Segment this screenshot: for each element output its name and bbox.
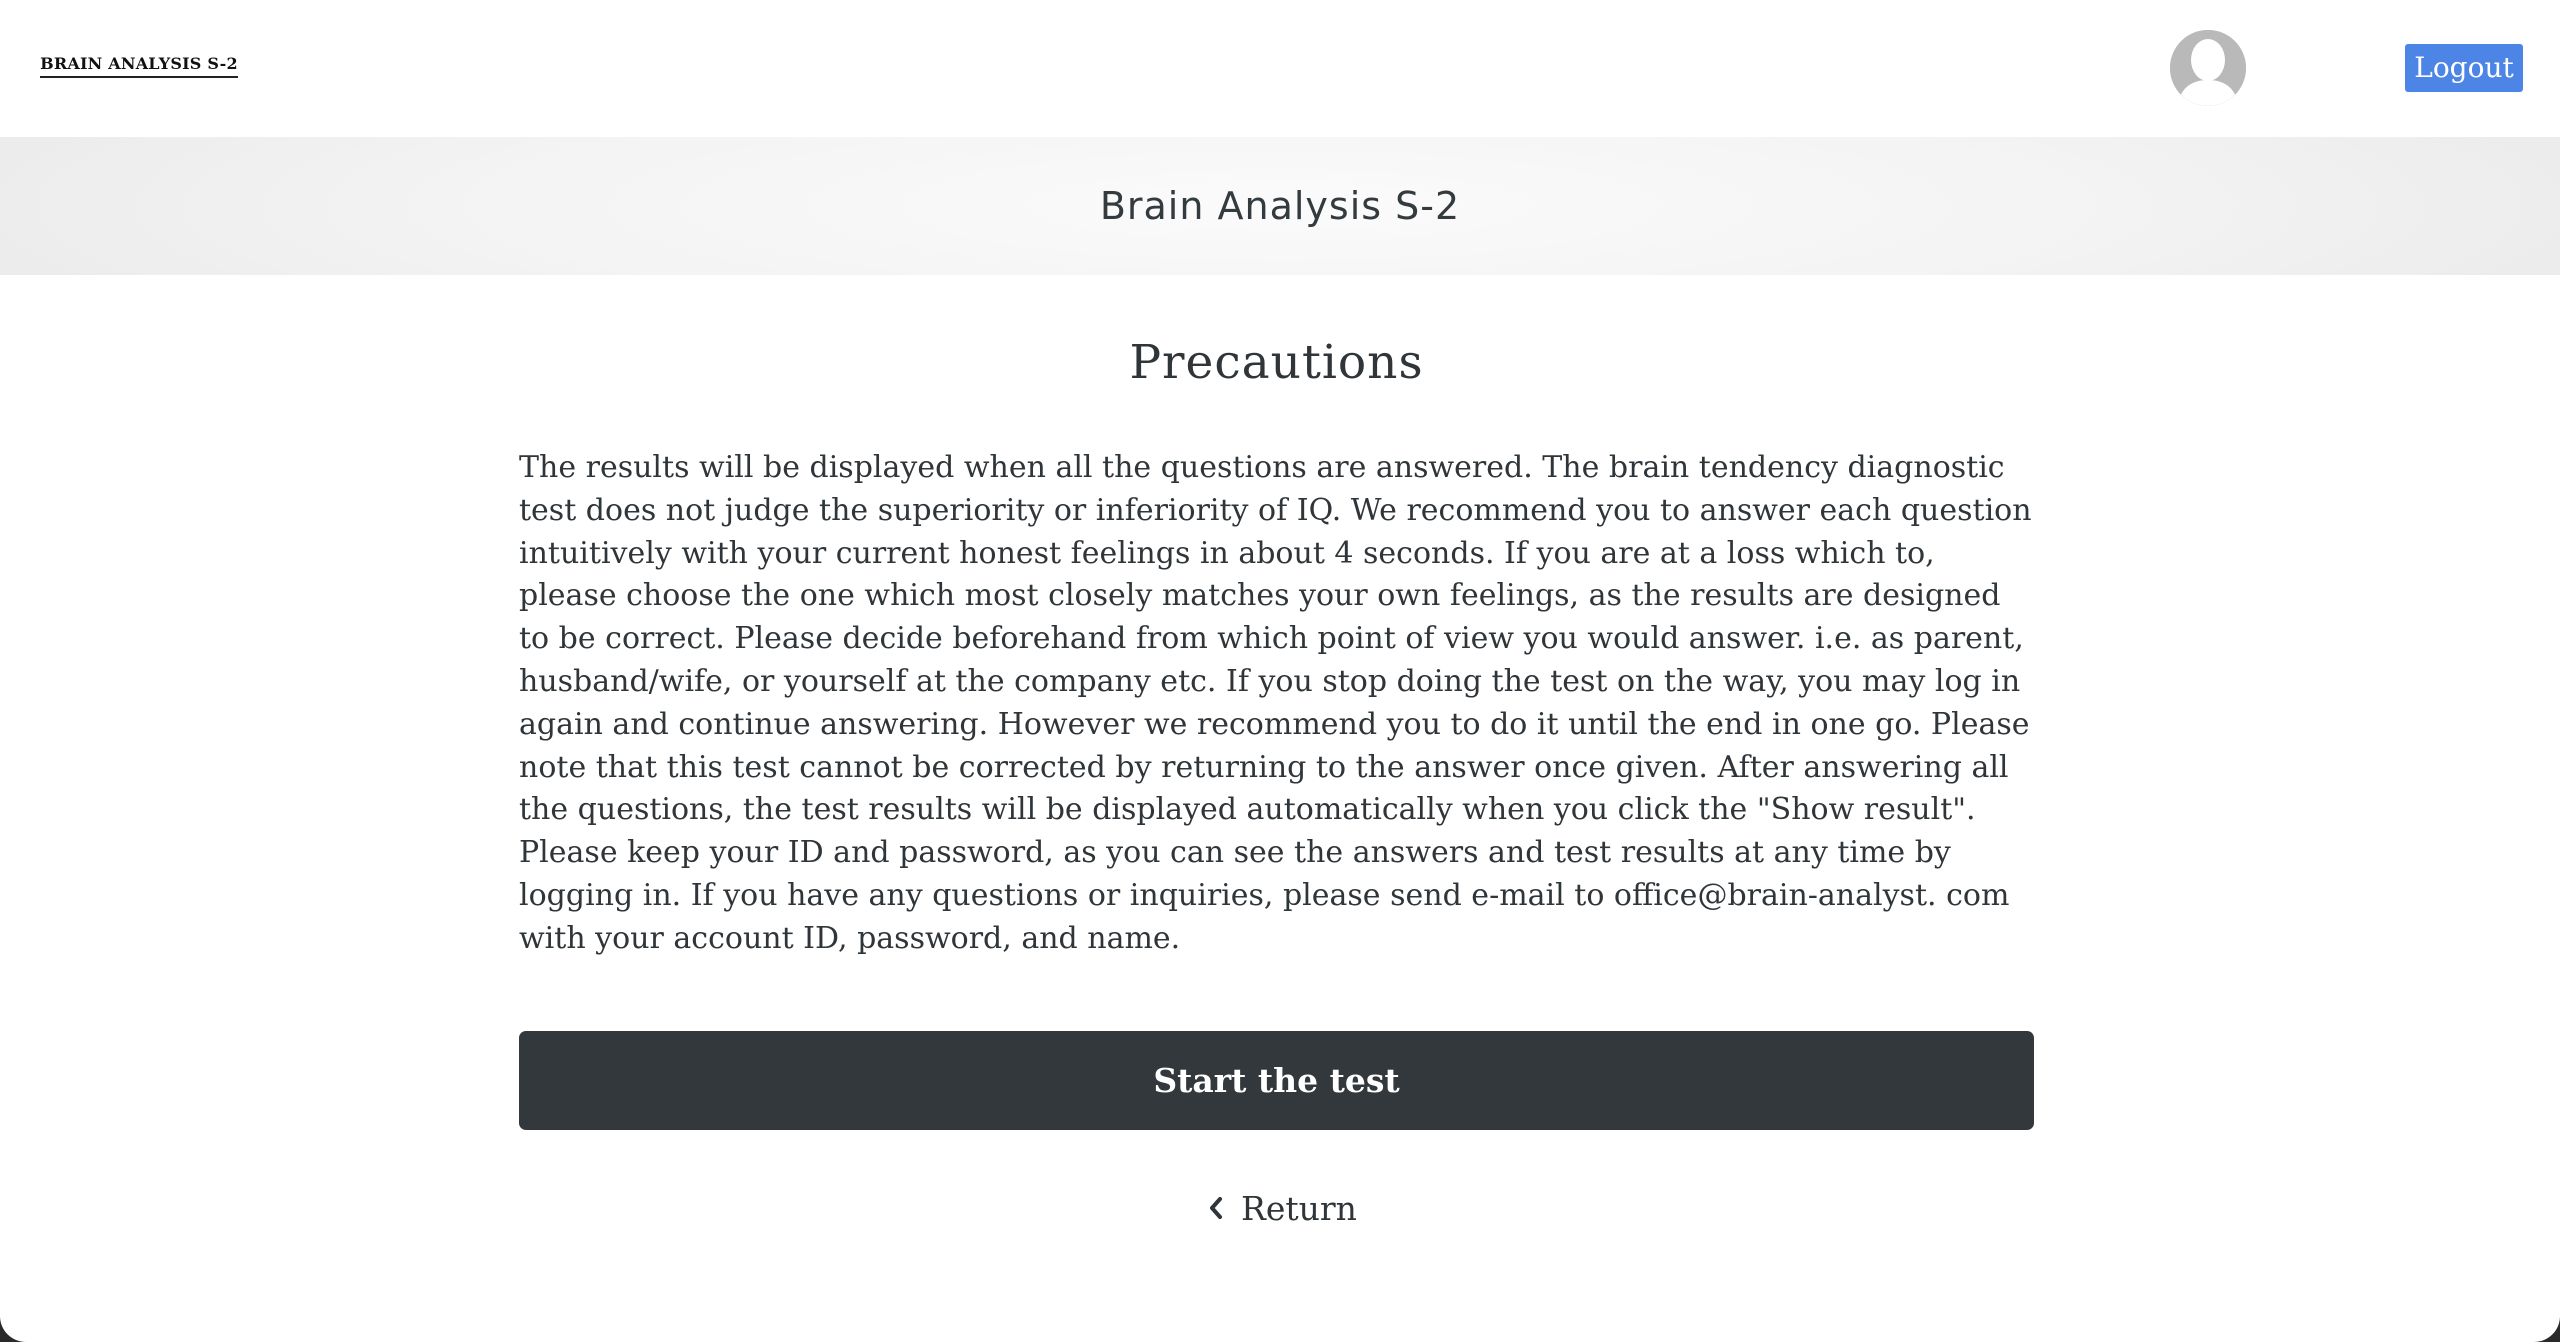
- return-link[interactable]: [1205, 1186, 1357, 1230]
- top-navbar: [0, 0, 2560, 137]
- avatar-silhouette-icon: [2170, 30, 2246, 106]
- chevron-left-icon: [1205, 1193, 1227, 1223]
- return-label: Return: [1241, 1188, 1357, 1228]
- start-test-button[interactable]: Start the test: [519, 1031, 2034, 1130]
- banner-title: Brain Analysis S-2: [1099, 184, 1461, 228]
- section-heading: Precautions: [1129, 335, 1424, 390]
- title-banner: [0, 137, 2560, 275]
- logout-button[interactable]: Logout: [2405, 44, 2523, 92]
- precautions-text: The results will be displayed when all the questions are answered. The brain tendency diagnostic test does not judge the superiority or inferiority of IQ. We recommend you to answer each question intuitively with your current honest feelings in about 4 seconds. If you are at a loss which to, please choose the one which most closely matches your own feelings, as the results are designed to be correct. Please decide beforehand from which point of view you would answer. i.e. as parent, husband/wife, or yourself at the company etc. If you stop doing the test on the way, you may log in again and continue answering. However we recommend you to do it until the end in one go. Please note that this test cannot be corrected by returning to the answer once given. After answering all the questions, the test results will be displayed automatically when you click the "Show result". Please keep your ID and password, as you can see the answers and test results at any time by logging in. If you have any questions or inquiries, please send e-mail to office@brain-analyst. com with your account ID, password, and name.: [519, 450, 2032, 956]
- brand-logo-link[interactable]: BRAIN ANALYSIS S-2: [40, 54, 238, 78]
- user-avatar-icon[interactable]: [2170, 30, 2246, 106]
